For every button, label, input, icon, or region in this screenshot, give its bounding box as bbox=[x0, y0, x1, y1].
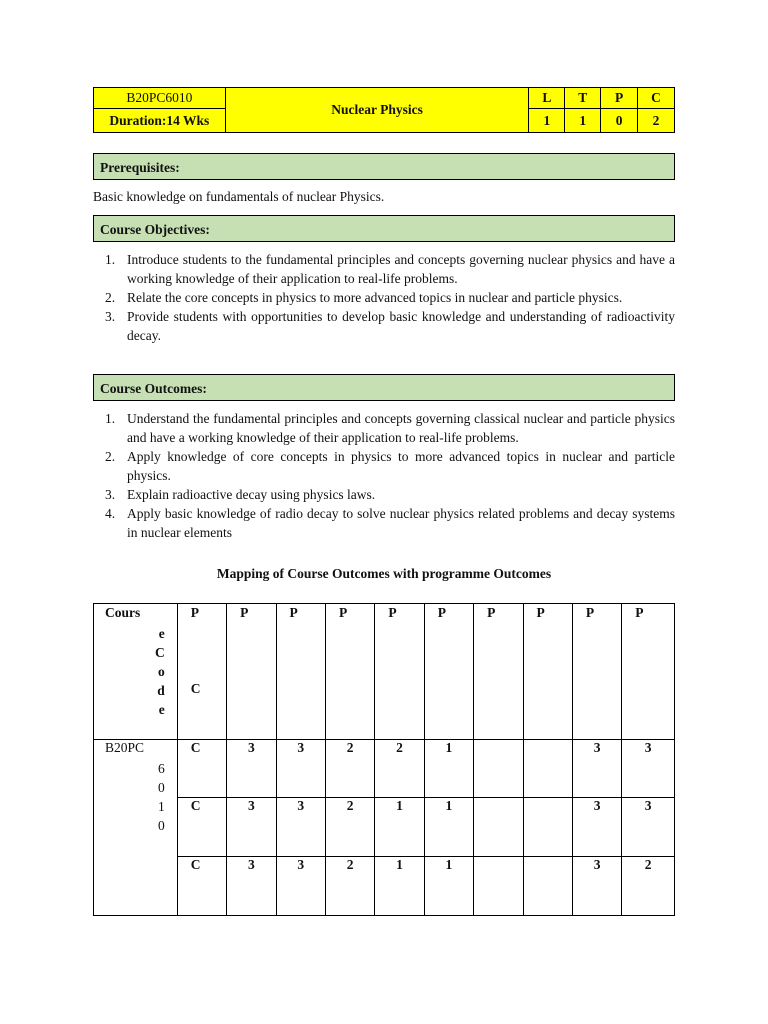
table-cell bbox=[474, 740, 523, 798]
course-code-digit: 1 bbox=[158, 799, 165, 814]
list-number: 2. bbox=[105, 449, 116, 464]
list-item bbox=[93, 250, 675, 288]
ltpc-label-p: P bbox=[601, 88, 638, 109]
course-code-top: B20PC bbox=[105, 740, 145, 755]
mapping-header-course-code bbox=[94, 604, 178, 740]
mapping-header-col bbox=[227, 604, 276, 740]
list-number: 1. bbox=[105, 411, 116, 426]
table-cell bbox=[523, 740, 572, 798]
list-item bbox=[93, 485, 675, 504]
list-item bbox=[93, 409, 675, 447]
course-code-digit: 6 bbox=[158, 761, 165, 776]
list-text: Apply basic knowledge of radio decay to solve nuclear physics related problems and decay systems in nuclear elements bbox=[127, 506, 675, 540]
ltpc-value-p: 0 bbox=[601, 109, 638, 133]
header-col-text: P bbox=[635, 605, 644, 620]
course-code-cell bbox=[94, 740, 178, 916]
table-cell: 3 bbox=[276, 798, 325, 857]
list-text: Provide students with opportunities to develop basic knowledge and understanding of radioactivity decay. bbox=[127, 309, 675, 343]
prerequisites-heading: Prerequisites: bbox=[93, 153, 675, 180]
header-col-text: P bbox=[338, 605, 348, 620]
list-text: Apply knowledge of core concepts in physics to more advanced topics in nuclear and particle physics. bbox=[127, 449, 675, 483]
header-col-text: P bbox=[388, 605, 397, 620]
table-cell: 3 bbox=[227, 857, 276, 916]
table-cell bbox=[474, 857, 523, 916]
mapping-header-pc bbox=[177, 604, 226, 740]
header-col-text: P bbox=[585, 605, 595, 620]
outcomes-list bbox=[93, 409, 675, 542]
list-item bbox=[93, 307, 675, 345]
list-number: 2. bbox=[105, 290, 116, 305]
ltpc-value-t: 1 bbox=[565, 109, 601, 133]
header-col-text: P bbox=[487, 605, 496, 620]
ltpc-value-l: 1 bbox=[529, 109, 565, 133]
header-col-text: P bbox=[536, 605, 545, 620]
list-number: 3. bbox=[105, 487, 116, 502]
outcomes-heading: Course Outcomes: bbox=[93, 374, 675, 401]
list-item bbox=[93, 447, 675, 485]
header-col-text: P bbox=[240, 605, 249, 620]
table-cell: 3 bbox=[276, 857, 325, 916]
table-cell: 1 bbox=[424, 857, 473, 916]
table-cell bbox=[523, 857, 572, 916]
ltpc-label-l: L bbox=[529, 88, 565, 109]
list-item bbox=[93, 504, 675, 542]
prerequisites-text: Basic knowledge on fundamentals of nuclear Physics. bbox=[93, 189, 385, 204]
mapping-header-col bbox=[325, 604, 374, 740]
list-text: Relate the core concepts in physics to more advanced topics in nuclear and particle physics. bbox=[127, 290, 623, 305]
table-cell: 1 bbox=[424, 740, 473, 798]
table-cell: 1 bbox=[424, 798, 473, 857]
table-cell: 3 bbox=[572, 798, 621, 857]
mapping-title: Mapping of Course Outcomes with programme Outcomes bbox=[216, 566, 552, 581]
header-pc-top: P bbox=[190, 605, 200, 620]
course-title: Nuclear Physics bbox=[225, 88, 529, 133]
table-cell: 2 bbox=[325, 740, 374, 798]
table-cell: 2 bbox=[622, 857, 675, 916]
header-letter: e bbox=[158, 626, 165, 641]
mapping-header-col bbox=[276, 604, 325, 740]
table-cell: 2 bbox=[375, 740, 424, 798]
table-cell: 2 bbox=[325, 798, 374, 857]
table-cell: 1 bbox=[375, 798, 424, 857]
co-label-text: C bbox=[190, 857, 201, 872]
list-number: 3. bbox=[105, 309, 116, 324]
course-header-table bbox=[93, 87, 675, 133]
mapping-header-col bbox=[474, 604, 523, 740]
table-cell bbox=[523, 798, 572, 857]
co-label bbox=[177, 798, 226, 857]
co-label-text: C bbox=[190, 798, 201, 813]
table-cell: 3 bbox=[227, 798, 276, 857]
mapping-header-col bbox=[424, 604, 473, 740]
ltpc-label-c: C bbox=[638, 88, 675, 109]
table-cell: 3 bbox=[227, 740, 276, 798]
list-text: Explain radioactive decay using physics laws. bbox=[127, 487, 376, 502]
objectives-heading: Course Objectives: bbox=[93, 215, 675, 242]
co-label bbox=[177, 740, 226, 798]
ltpc-label-t: T bbox=[565, 88, 601, 109]
table-cell: 3 bbox=[622, 740, 675, 798]
course-duration: Duration:14 Wks bbox=[94, 109, 226, 133]
header-course-letters bbox=[155, 624, 165, 719]
header-letter: C bbox=[155, 645, 165, 660]
mapping-header-col bbox=[375, 604, 424, 740]
mapping-header-col bbox=[523, 604, 572, 740]
header-letter: e bbox=[158, 702, 165, 717]
header-letter: d bbox=[157, 683, 165, 698]
header-letter: o bbox=[158, 664, 165, 679]
table-cell: 3 bbox=[572, 740, 621, 798]
course-code-digit: 0 bbox=[158, 818, 165, 833]
table-cell: 2 bbox=[325, 857, 374, 916]
mapping-table bbox=[93, 603, 675, 916]
course-code: B20PC6010 bbox=[94, 88, 226, 109]
list-text: Understand the fundamental principles and concepts governing classical nuclear and particle physics and have a working knowledge of their application to real-life problems. bbox=[127, 411, 675, 445]
co-label bbox=[177, 857, 226, 916]
mapping-header-col bbox=[572, 604, 621, 740]
co-label-text: C bbox=[190, 740, 201, 755]
list-item bbox=[93, 288, 675, 307]
header-pc-bottom: C bbox=[190, 681, 201, 696]
header-course-text: Cours bbox=[105, 605, 141, 620]
list-number: 4. bbox=[105, 506, 116, 521]
course-code-digit: 0 bbox=[158, 780, 165, 795]
table-cell bbox=[474, 798, 523, 857]
table-cell: 1 bbox=[375, 857, 424, 916]
mapping-header-col bbox=[622, 604, 675, 740]
list-text: Introduce students to the fundamental principles and concepts governing nuclear physics and have a working knowledge of their application to real-life problems. bbox=[127, 252, 675, 286]
table-cell: 3 bbox=[572, 857, 621, 916]
table-cell: 3 bbox=[622, 798, 675, 857]
objectives-list bbox=[93, 250, 675, 345]
list-number: 1. bbox=[105, 252, 116, 267]
ltpc-value-c: 2 bbox=[638, 109, 675, 133]
header-col-text: P bbox=[289, 605, 298, 620]
header-col-text: P bbox=[437, 605, 446, 620]
table-cell: 3 bbox=[276, 740, 325, 798]
course-code-digits bbox=[158, 759, 165, 835]
